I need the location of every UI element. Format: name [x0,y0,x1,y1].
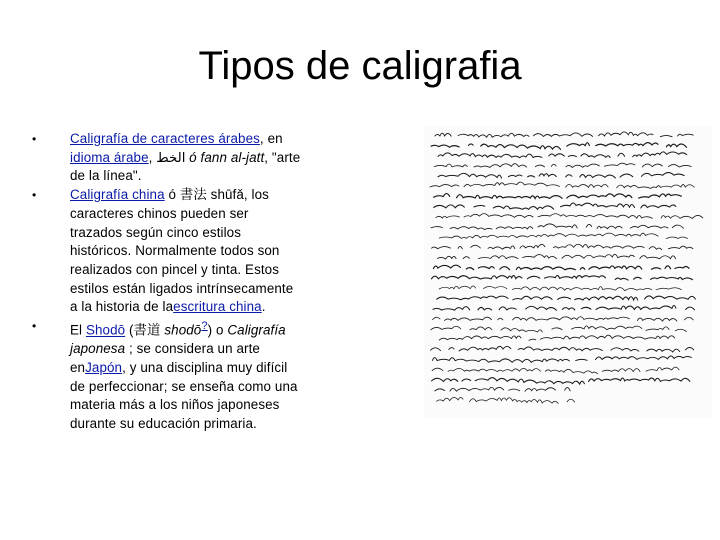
italic-text: ó fann al-jatt [189,149,265,165]
handwritten-manuscript-image [424,126,712,418]
italic-text: Caligrafía japonesa [70,322,286,357]
handwriting-stroke [435,387,577,391]
text: (書道 [125,322,165,338]
handwriting-stroke [437,296,696,300]
handwriting-stroke [432,356,691,362]
text: , en [259,131,283,146]
handwriting-stroke [431,326,687,332]
bullet-icon: • [32,188,37,203]
handwriting-stroke [437,398,575,404]
manuscript-svg [424,126,712,418]
link-shodo[interactable]: Shodō [85,322,126,338]
text: , y una disciplina muy difícil de perfeccionar; se enseña como una materia más a los niños japoneses durante su educación primaria. [70,359,298,432]
link-idioma-arabe[interactable]: idioma árabe [70,149,149,165]
link-caligrafia-china[interactable]: Caligrafía china [70,187,165,203]
text: ó 書法 shūfǎ, los caracteres chinos pueden ser trazados según cinco estilos históricos. Normalmente todos son realizados con pincel y tinta. Estos estilos están ligados intrínsecamente a la historia de la [70,187,294,315]
handwriting-stroke [433,265,693,270]
handwriting-stroke [432,276,693,281]
list-item-arabic [32,130,302,186]
handwriting-stroke [439,335,674,340]
handwriting-stroke [431,143,686,150]
handwriting-stroke [439,286,681,291]
handwriting-stroke [434,163,691,167]
link-pronunciation[interactable]: ? [201,320,208,333]
bullet-icon: • [32,132,37,146]
handwriting-stroke [432,367,683,374]
list-item-japon [32,317,302,434]
handwriting-stroke [432,244,693,249]
link-caligrafia-arabe[interactable]: Caligrafía de caracteres árabes [70,131,260,146]
bullet-list [32,130,302,434]
handwriting-stroke [434,194,690,199]
handwriting-stroke [435,132,701,137]
handwriting-stroke [434,203,685,209]
text: , الخط [148,149,190,165]
text: , "arte de la línea". [70,149,301,184]
link-japon[interactable]: Japón [85,359,123,375]
handwriting-stroke [438,173,689,179]
handwriting-stroke [436,214,703,219]
slide-title: Tipos de caligrafia [198,44,522,88]
handwriting-stroke [439,233,695,238]
handwriting-stroke [437,254,675,259]
link-escritura-china[interactable]: escritura china [173,299,262,315]
handwriting-stroke [433,306,695,311]
text: ) o [207,322,228,338]
handwriting-stroke [431,224,687,230]
handwriting-stroke [431,346,694,352]
text: El [70,322,86,338]
handwriting-stroke [438,152,687,158]
text: ; se considera un arte en [70,341,260,375]
handwriting-stroke [432,378,690,384]
bullet-icon: • [32,319,37,334]
handwriting-stroke [433,317,694,321]
list-item-china [32,186,302,317]
text: . [261,299,266,315]
italic-text: shodō [164,322,202,338]
handwriting-stroke [430,182,694,188]
